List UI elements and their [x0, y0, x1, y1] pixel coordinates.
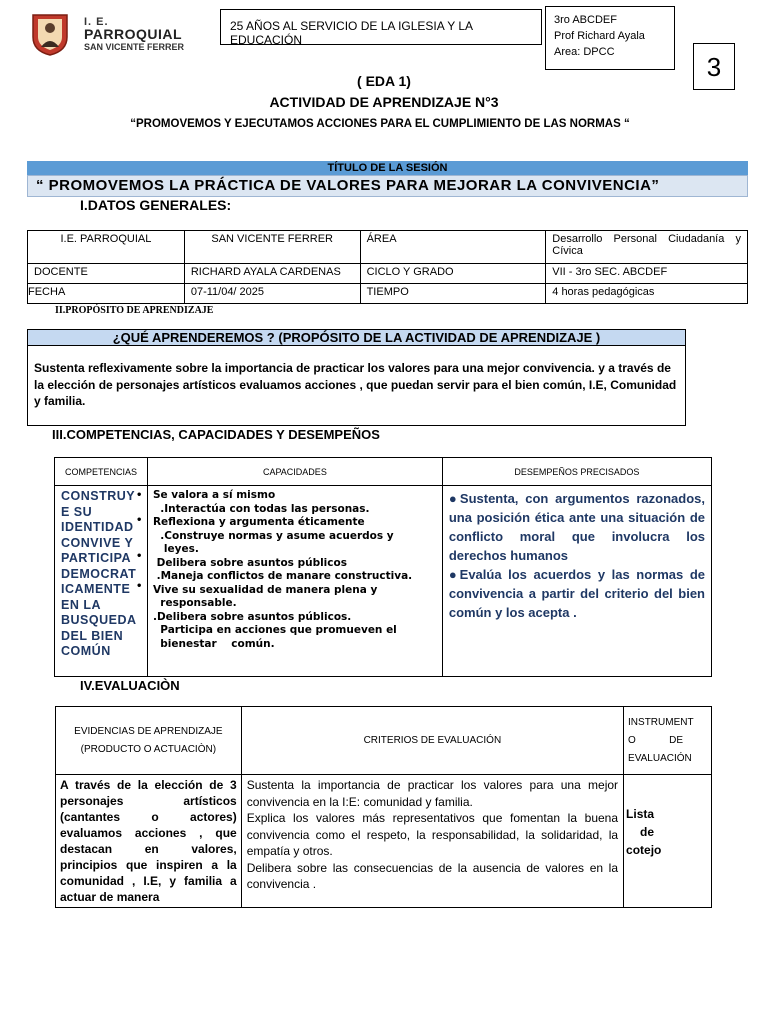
header-instrumento-line: EVALUACIÓN: [628, 752, 692, 764]
table-cell: Desarrollo Personal Ciudadanía y Cívica: [546, 231, 748, 264]
competencia-cell: [55, 486, 148, 677]
competencia-line: ICAMENTE: [61, 582, 131, 596]
capacidades-cell: [135, 486, 442, 677]
capacidad-line: .Interactúa con todas las personas.: [152, 502, 370, 515]
capacidad-line: Participa en acciones que promueven el: [152, 624, 397, 636]
table-cell: SAN VICENTE FERRER: [184, 231, 360, 264]
datos-generales-table: [27, 230, 748, 304]
header-evidencias-line: (PRODUCTO O ACTUACIÒN): [80, 743, 217, 755]
table-row: [56, 775, 712, 908]
competencia-line: CONSTRUY: [61, 489, 136, 503]
logo-school-name: PARROQUIAL: [84, 26, 183, 42]
competencia-line: E SU: [61, 504, 93, 519]
header-criterios: CRITERIOS DE EVALUACIÓN: [241, 707, 623, 775]
competencia-line: DEL BIEN: [61, 628, 124, 643]
header-info-box: [545, 6, 675, 70]
info-grade: 3ro ABCDEF: [554, 14, 617, 26]
criterio-item: Sustenta la importancia de practicar los valores para una mejor convivencia en la I:E: comunidad y familia.: [246, 778, 619, 809]
capacidad-line: bienestar común.: [152, 637, 275, 650]
capacidad-line: .Delibera sobre asuntos públicos.: [152, 610, 352, 623]
competencia-line: EN LA: [61, 597, 101, 612]
desempeno-item: ●Evalúa los acuerdos y las normas de convivencia a partir del criterio del bien común y los acepta .: [448, 567, 705, 620]
logo-ie-text: I. E.: [84, 16, 109, 28]
competencia-line: CONVIVE Y: [61, 535, 134, 550]
info-teacher: Prof Richard Ayala: [554, 30, 645, 42]
desempenos-cell: [442, 486, 711, 677]
header-instrumento: [624, 707, 712, 775]
table-row: [28, 231, 748, 264]
table-cell: CICLO Y GRADO: [360, 264, 546, 284]
bullet-icon: •: [135, 515, 143, 526]
table-cell: 07-11/04/ 2025: [184, 284, 360, 304]
section-competencias: III.COMPETENCIAS, CAPACIDADES Y DESEMPEÑOS: [52, 427, 380, 442]
instrumento-line: Lista: [626, 807, 655, 821]
instrumento-cell: [624, 775, 712, 908]
header-evidencias: [56, 707, 242, 775]
bullet-icon: •: [135, 490, 143, 501]
evidencia-cell: A través de la elección de 3 personajes artísticos (cantantes o actores) evaluamos acciones , que destacan en valores, principios que inspiren a la comunidad , I.E, y familia a actuar de manera: [56, 775, 242, 908]
proposito-text: Sustenta reflexivamente sobre la importancia de practicar los valores para una mejor convivencia. y a través de la elección de personajes artísticos evaluamos acciones , que puedan servir para el bien común, I.E, Comunidad y familia.: [27, 346, 686, 426]
competencia-line: BUSQUEDA: [61, 613, 137, 627]
proposito-heading: ¿QUÉ APRENDEREMOS ? (PROPÓSITO DE LA ACTIVIDAD DE APRENDIZAJE ): [27, 329, 686, 346]
table-cell: TIEMPO: [360, 284, 546, 304]
section-evaluacion: IV.EVALUACIÒN: [80, 678, 180, 693]
capacidad-line: Delibera sobre asuntos públicos: [152, 556, 347, 569]
evaluacion-table: [55, 706, 712, 908]
capacidad-line: leyes.: [152, 543, 199, 555]
capacidad-line: .Construye normas y asume acuerdos y: [152, 529, 394, 542]
session-label: TÍTULO DE LA SESIÓN: [27, 161, 748, 175]
table-row: [28, 264, 748, 284]
capacidad-line: Vive su sexualidad de manera plena y: [152, 583, 378, 596]
section-proposito: II.PROPÓSITO DE APRENDIZAJE: [55, 305, 214, 316]
table-cell: ÁREA: [360, 231, 546, 264]
table-header-row: [56, 707, 712, 775]
table-row: [28, 284, 748, 304]
table-cell: VII - 3ro SEC. ABCDEF: [546, 264, 748, 284]
table-header-row: [55, 458, 712, 486]
info-area: Area: DPCC: [554, 46, 615, 58]
table-cell: I.E. PARROQUIAL: [28, 231, 185, 264]
eda-title: ( EDA 1): [357, 73, 411, 89]
table-cell: DOCENTE: [28, 264, 185, 284]
capacidad-line: Se valora a sí mismo: [152, 489, 276, 501]
activity-motto: “PROMOVEMOS Y EJECUTAMOS ACCIONES PARA EL CUMPLIMIENTO DE LAS NORMAS “: [130, 118, 630, 130]
criterios-cell: [241, 775, 623, 908]
bullet-icon: •: [135, 551, 143, 562]
capacidad-line: responsable.: [152, 597, 237, 609]
header-motto-box: [220, 9, 542, 45]
competencia-line: PARTICIPA: [61, 551, 132, 565]
table-cell: RICHARD AYALA CARDENAS: [184, 264, 360, 284]
header-motto: 25 AÑOS AL SERVICIO DE LA IGLESIA Y LA EDUCACIÓN: [230, 19, 473, 47]
activity-title: ACTIVIDAD DE APRENDIZAJE N°3: [269, 94, 499, 110]
instrumento-line: cotejo: [626, 843, 662, 857]
bullet-icon: •: [135, 581, 143, 592]
session-title: “ PROMOVEMOS LA PRÁCTICA DE VALORES PARA MEJORAR LA CONVIVENCIA”: [27, 175, 748, 197]
instrumento-line: de: [640, 825, 655, 839]
criterio-item: Explica los valores más representativos que fomentan la buena convivencia como el respeto, la responsabilidad, la solidaridad, la empatía y otros.: [246, 811, 619, 858]
table-row: [55, 486, 712, 677]
table-cell: 4 horas pedagógicas: [546, 284, 748, 304]
competencia-line: DEMOCRAT: [61, 566, 137, 581]
table-cell: FECHA: [28, 284, 185, 304]
page-number: 3: [693, 43, 735, 90]
header-instrumento-line: O DE: [628, 734, 684, 746]
logo-subtitle: SAN VICENTE FERRER: [84, 42, 185, 52]
header-instrumento-line: INSTRUMENT: [628, 716, 694, 728]
competencia-line: IDENTIDAD: [61, 520, 134, 534]
header-capacidades: CAPACIDADES: [147, 458, 442, 486]
header-desempenos: DESEMPEÑOS PRECISADOS: [442, 458, 711, 486]
school-logo: [30, 13, 200, 58]
capacidad-line: Reflexiona y argumenta éticamente: [152, 516, 365, 528]
capacidad-line: .Maneja conflictos de manare constructiva.: [152, 570, 413, 582]
criterio-item: Delibera sobre las consecuencias de la ausencia de valores en la convivencia .: [246, 860, 619, 891]
header-competencias: COMPETENCIAS: [55, 458, 148, 486]
school-seal-icon: [30, 13, 70, 56]
desempeno-item: ●Sustenta, con argumentos razonados, una posición ética ante una situación de conflicto moral que involucra los derechos humanos: [448, 491, 705, 563]
competencia-line: COMÚN: [61, 644, 111, 658]
competencias-table: [54, 457, 712, 677]
section-datos-generales: I.DATOS GENERALES:: [80, 197, 232, 213]
header-evidencias-line: EVIDENCIAS DE APRENDIZAJE: [74, 725, 223, 737]
